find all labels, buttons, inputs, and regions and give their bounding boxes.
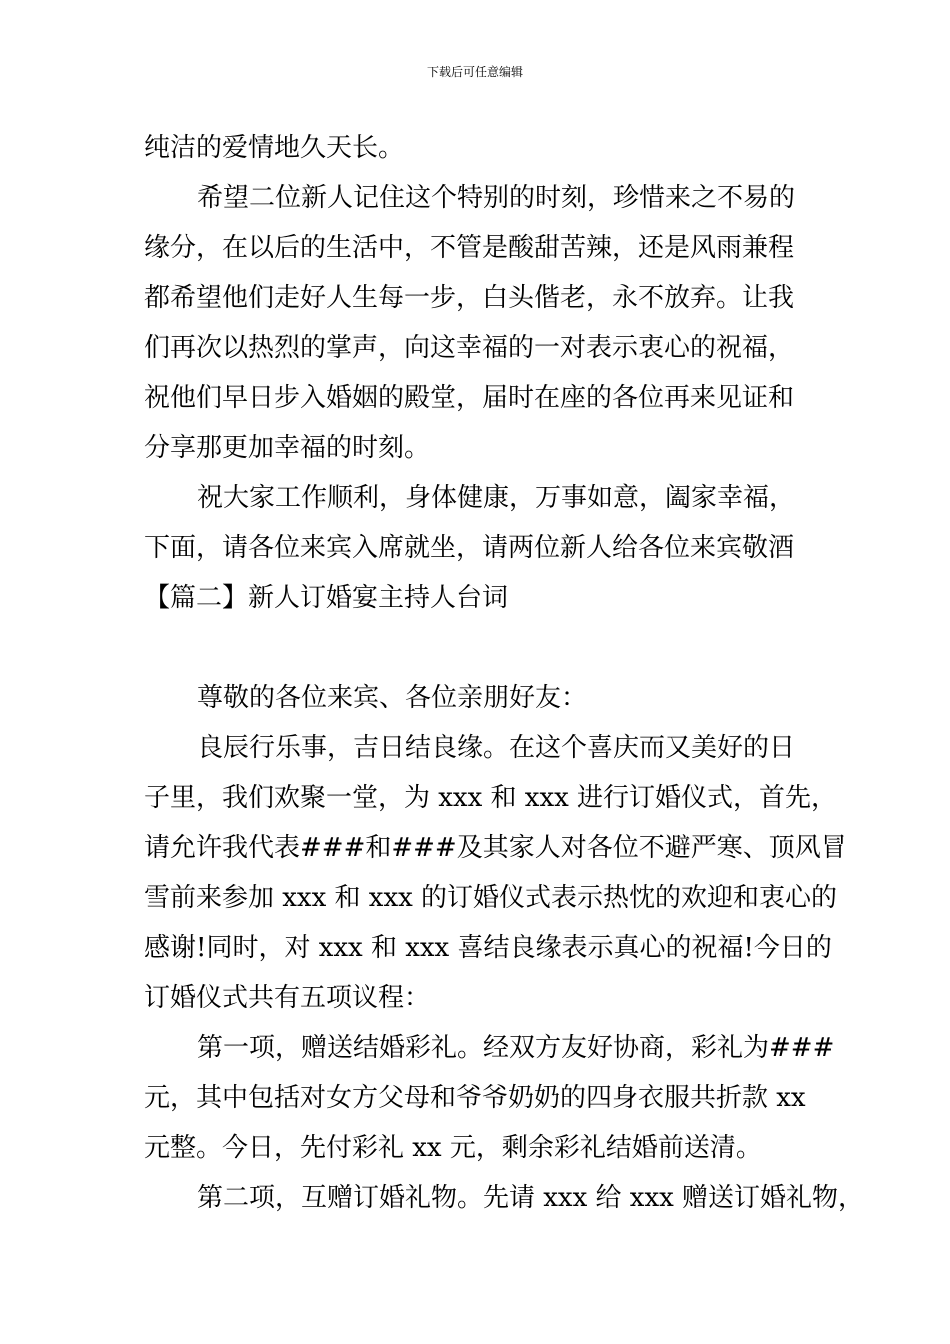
section-heading: 【篇二】新人订婚宴主持人台词 xyxy=(144,583,509,613)
text-line: 尊敬的各位来宾、各位亲朋好友： xyxy=(197,683,588,713)
text-line: 感谢!同时，对 xxx 和 xxx 喜结良缘表示真心的祝福!今日的 xyxy=(144,933,832,963)
text-line: 订婚仪式共有五项议程： xyxy=(144,983,431,1013)
page-header: 下载后可任意编辑 xyxy=(426,65,523,79)
text-line: 雪前来参加 xxx 和 xxx 的订婚仪式表示热忱的欢迎和衷心的 xyxy=(144,883,838,913)
text-line: 都希望他们走好人生每一步，白头偕老，永不放弃。让我 xyxy=(144,283,795,313)
text-line: 缘分，在以后的生活中，不管是酸甜苦辣，还是风雨兼程 xyxy=(144,233,795,263)
text-line: 下面，请各位来宾入席就坐，请两位新人给各位来宾敬酒 xyxy=(144,533,795,563)
text-line: 祝他们早日步入婚姻的殿堂，届时在座的各位再来见证和 xyxy=(144,383,795,413)
text-line: 第一项，赠送结婚彩礼。经双方友好协商，彩礼为### xyxy=(197,1033,835,1063)
text-line: 元整。今日，先付彩礼 xx 元，剩余彩礼结婚前送清。 xyxy=(144,1133,762,1163)
text-line: 希望二位新人记住这个特别的时刻，珍惜来之不易的 xyxy=(197,183,796,213)
text-line: 良辰行乐事，吉日结良缘。在这个喜庆而又美好的日 xyxy=(197,733,796,763)
text-line: 纯洁的爱情地久天长。 xyxy=(144,133,405,163)
text-line: 们再次以热烈的掌声，向这幸福的一对表示衷心的祝福， xyxy=(144,333,795,363)
text-line: 子里，我们欢聚一堂，为 xxx 和 xxx 进行订婚仪式，首先， xyxy=(144,783,838,813)
text-line: 第二项，互赠订婚礼物。先请 xxx 给 xxx 赠送订婚礼物， xyxy=(197,1183,865,1213)
text-line: 祝大家工作顺利，身体健康，万事如意，阖家幸福， xyxy=(197,483,796,513)
text-line: 分享那更加幸福的时刻。 xyxy=(144,433,431,463)
text-line: 请允许我代表###和###及其家人对各位不避严寒、顶风冒 xyxy=(144,833,847,863)
text-line: 元，其中包括对女方父母和爷爷奶奶的四身衣服共折款 xx xyxy=(144,1083,806,1113)
